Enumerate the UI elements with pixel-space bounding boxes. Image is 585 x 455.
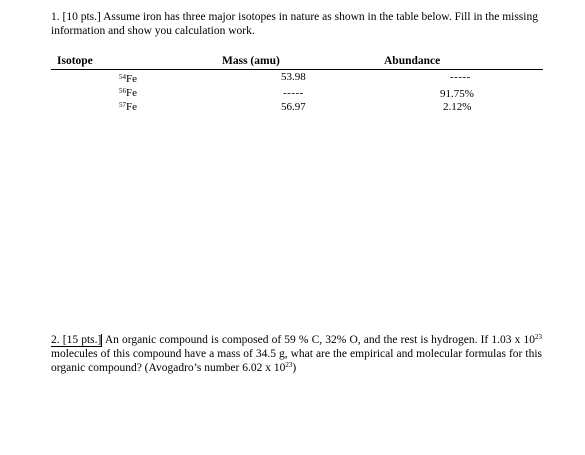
element-symbol: Fe [126,73,137,85]
mass-fe56: ----- [283,87,304,99]
mass-number: 54 [119,73,126,81]
element-symbol: Fe [126,101,137,113]
header-abundance: Abundance [384,55,441,67]
question-2-part-c: ) [292,362,297,374]
mass-fe57: 56.97 [281,101,306,113]
mass-number: 56 [119,87,126,95]
abundance-fe57: 2.12% [443,101,472,113]
table-header-row [51,55,543,70]
question-2-part-a: An organic compound is composed of 59 % C, 32% O, and the rest is hydrogen. If 1.03 x 10 [102,334,535,346]
isotope-fe54 [119,71,137,85]
abundance-fe54: ----- [450,71,471,83]
isotope-fe57 [119,99,137,113]
question-2-text [51,333,542,375]
header-mass: Mass (amu) [222,55,280,67]
exponent-a: 23 [535,333,542,341]
header-isotope: Isotope [57,55,93,67]
mass-number: 57 [119,101,126,109]
question-1-text: 1. [10 pts.] Assume iron has three major isotopes in nature as shown in the table below. Fill in the missing information and show you calculation work. [51,11,538,37]
element-symbol: Fe [126,87,137,99]
exponent-b: 23 [285,361,293,369]
question-2-label: 2. [15 pts.] [51,334,102,346]
mass-fe54: 53.98 [281,71,306,83]
abundance-fe56: 91.75% [440,88,474,100]
question-2-part-b: molecules of this compound have a mass of 34.5 g, what are the empirical and molecular formulas for this organic compound? (Avogadro’s number 6.02 x 10 [51,348,542,374]
isotope-fe56 [119,85,137,99]
